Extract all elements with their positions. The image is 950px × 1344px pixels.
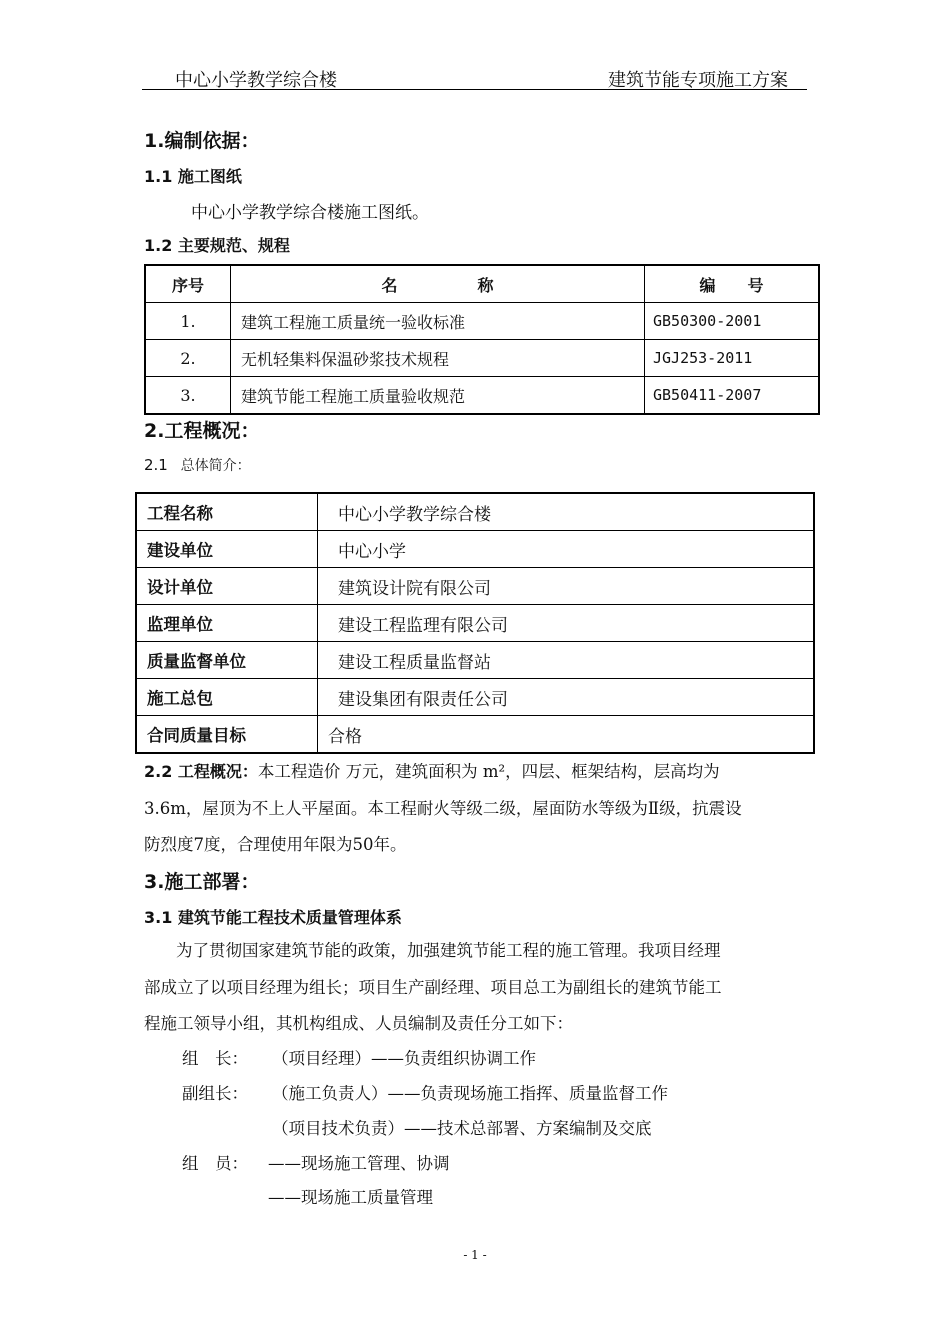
table-cell-name: 建筑工程施工质量统一验收标准 [231, 303, 645, 340]
table-cell-index: 1. [145, 303, 231, 340]
section-1-1-heading: 1.1 施工图纸 [144, 167, 242, 186]
info-key: 工程名称 [136, 493, 318, 531]
info-value: 建设工程监理有限公司 [318, 605, 815, 642]
project-info-table [135, 492, 815, 754]
table-cell-name: 建筑节能工程施工质量验收规范 [231, 377, 645, 415]
table-cell-index: 2. [145, 340, 231, 377]
info-key: 质量监督单位 [136, 642, 318, 679]
table-cell-name: 无机轻集料保温砂浆技术规程 [231, 340, 645, 377]
col-header-code: 编 号 [645, 265, 820, 303]
section-2-2-line-3: 防烈度7度，合理使用年限为50年。 [144, 835, 407, 854]
table-row [145, 377, 819, 415]
info-value: 中心小学 [318, 531, 815, 568]
role-label-leader: 组 长： [182, 1049, 248, 1068]
role-text-deputy-1: （施工负责人）——负责现场施工指挥、质量监督工作 [272, 1084, 668, 1103]
section-2-1-heading [144, 455, 251, 475]
role-text-leader: （项目经理）——负责组织协调工作 [272, 1049, 536, 1068]
header-divider [142, 89, 807, 90]
page-number: - 1 - [463, 1248, 487, 1262]
standards-table [144, 264, 820, 415]
table-row [136, 493, 814, 531]
section-2-2-heading: 2.2 工程概况： [144, 762, 258, 781]
info-value: 建设工程质量监督站 [318, 642, 815, 679]
table-row [136, 642, 814, 679]
table-cell-code: JGJ253-2011 [645, 340, 820, 377]
role-label-member: 组 员： [182, 1154, 248, 1173]
section-2-2-line-1 [144, 758, 720, 782]
header-left-title: 中心小学教学综合楼 [175, 70, 337, 91]
col-header-name: 名 称 [231, 265, 645, 303]
section-3-1-para-line-3: 程施工领导小组，其机构组成、人员编制及责任分工如下： [144, 1014, 573, 1033]
role-label-deputy: 副组长： [182, 1084, 248, 1103]
info-key: 设计单位 [136, 568, 318, 605]
table-row [136, 531, 814, 568]
section-2-2-text-1: 本工程造价 万元，建筑面积为 m²，四层、框架结构，层高均为 [257, 762, 720, 781]
table-row [136, 716, 814, 754]
col-header-index: 序号 [145, 265, 231, 303]
section-3-heading: 3.施工部署： [144, 871, 260, 893]
table-row [136, 679, 814, 716]
info-key: 建设单位 [136, 531, 318, 568]
section-3-1-para-line-2: 部成立了以项目经理为组长；项目生产副经理、项目总工为副组长的建筑节能工 [144, 978, 722, 997]
table-row [145, 340, 819, 377]
table-row [136, 568, 814, 605]
table-cell-code: GB50300-2001 [645, 303, 820, 340]
role-text-member-2: ——现场施工质量管理 [268, 1188, 433, 1207]
section-2-2-line-2: 3.6m，屋顶为不上人平屋面。本工程耐火等级二级，屋面防水等级为Ⅱ级，抗震设 [144, 799, 742, 818]
table-row [145, 303, 819, 340]
info-key: 合同质量目标 [136, 716, 318, 754]
table-row [136, 605, 814, 642]
section-1-1-text: 中心小学教学综合楼施工图纸。 [191, 203, 429, 223]
info-key: 监理单位 [136, 605, 318, 642]
section-1-2-heading: 1.2 主要规范、规程 [144, 236, 290, 255]
header-right-title: 建筑节能专项施工方案 [608, 70, 788, 91]
info-value: 合格 [318, 716, 815, 754]
section-3-1-para-line-1: 为了贯彻国家建筑节能的政策，加强建筑节能工程的施工管理。我项目经理 [176, 941, 721, 960]
table-cell-index: 3. [145, 377, 231, 415]
info-value: 建设集团有限责任公司 [318, 679, 815, 716]
info-value: 中心小学教学综合楼 [318, 493, 815, 531]
section-1-heading: 1.编制依据： [144, 130, 260, 152]
section-2-1-number: 2.1 [144, 456, 168, 474]
table-cell-code: GB50411-2007 [645, 377, 820, 415]
info-value: 建筑设计院有限公司 [318, 568, 815, 605]
info-key: 施工总包 [136, 679, 318, 716]
section-2-1-label: 总体简介： [180, 458, 251, 474]
table-header-row [145, 265, 819, 303]
section-2-heading: 2.工程概况： [144, 420, 260, 442]
role-text-member-1: ——现场施工管理、协调 [268, 1154, 450, 1173]
section-3-1-heading: 3.1 建筑节能工程技术质量管理体系 [144, 908, 402, 927]
role-text-deputy-2: （项目技术负责）——技术总部署、方案编制及交底 [272, 1119, 652, 1138]
